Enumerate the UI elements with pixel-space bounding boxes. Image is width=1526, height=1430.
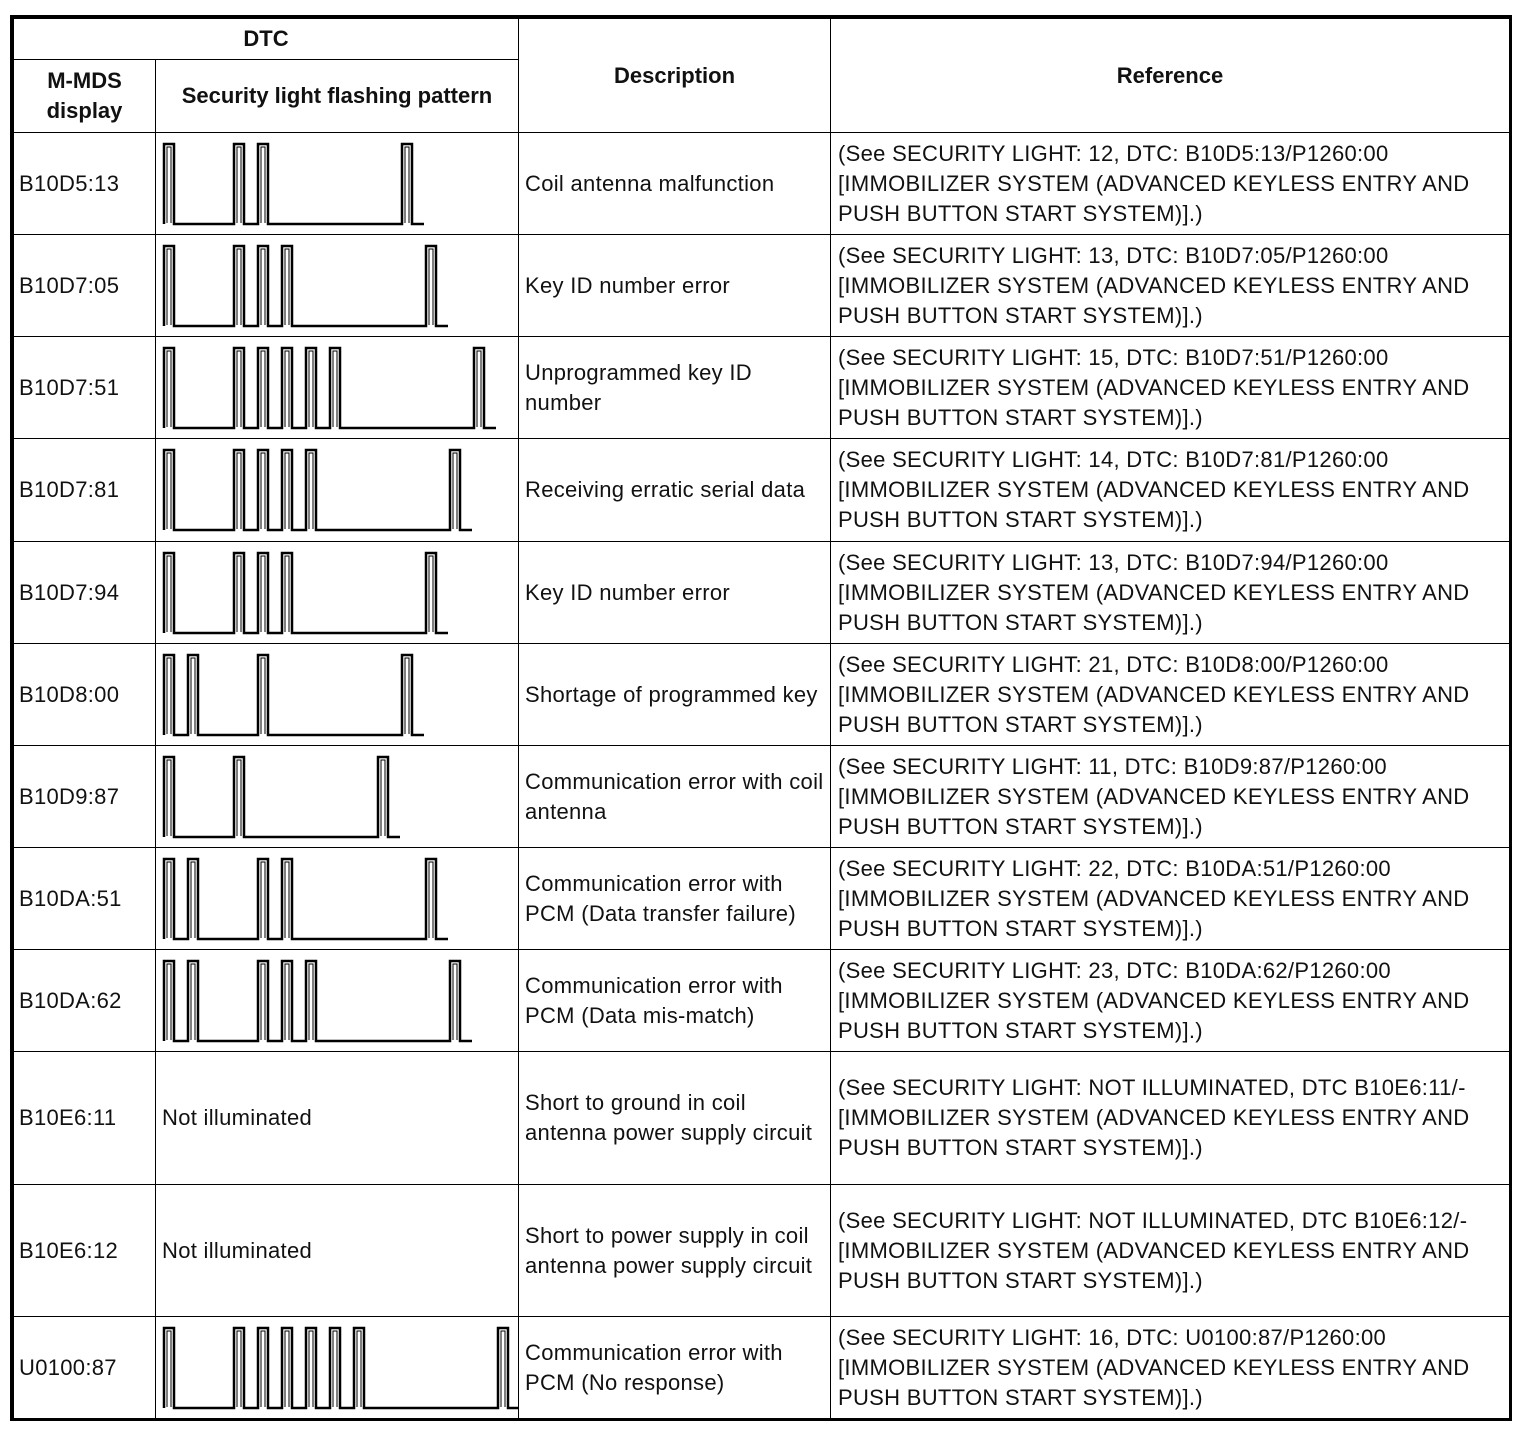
pulse-repeat (405, 147, 409, 223)
pulse-short (285, 351, 289, 427)
dtc-table-frame (10, 15, 1512, 1421)
table-row (14, 746, 1510, 848)
pulse-short (261, 249, 265, 325)
dtc-code: U0100:87 (14, 1317, 156, 1419)
dtc-code: B10D7:05 (14, 235, 156, 337)
table-row (14, 235, 1510, 337)
flashing-pattern (156, 337, 519, 439)
dtc-code: B10DA:62 (14, 950, 156, 1052)
dtc-table (13, 18, 1510, 1419)
description: Coil antenna malfunction (519, 133, 831, 235)
dtc-code: B10D7:94 (14, 542, 156, 644)
waveform-line (164, 553, 448, 633)
flashing-pattern-waveform (156, 849, 518, 949)
dtc-rows (14, 133, 1510, 1419)
pulse-long (167, 556, 171, 632)
pulse-short (357, 1331, 361, 1407)
pulse-long (191, 658, 195, 734)
reference: (See SECURITY LIGHT: 22, DTC: B10DA:51/P1260:00 [IMMOBILIZER SYSTEM (ADVANCED KEYLESS ENTRY AND PUSH BUTTON START SYSTEM)].) (831, 848, 1510, 950)
description: Receiving erratic serial data (519, 439, 831, 542)
pulse-short (261, 147, 265, 223)
description: Key ID number error (519, 542, 831, 644)
table-row (14, 337, 1510, 439)
flashing-pattern-waveform (156, 543, 518, 643)
pulse-short (285, 1331, 289, 1407)
pulse-long (167, 862, 171, 938)
pulse-short (261, 964, 265, 1040)
pulse-long (167, 453, 171, 529)
flashing-pattern (156, 848, 519, 950)
dtc-code: B10E6:11 (14, 1052, 156, 1185)
table-row (14, 950, 1510, 1052)
dtc-code: B10E6:12 (14, 1185, 156, 1317)
pulse-long (167, 1331, 171, 1407)
flashing-pattern-header: Security light flashing pattern (156, 60, 519, 133)
pulse-short (285, 453, 289, 529)
pulse-short (285, 862, 289, 938)
flashing-pattern-waveform (156, 134, 518, 234)
pulse-short (309, 964, 313, 1040)
description: Short to power supply in coil antenna power supply circuit (519, 1185, 831, 1317)
flashing-pattern (156, 1317, 519, 1419)
waveform-line (164, 859, 448, 939)
pulse-short (237, 351, 241, 427)
pulse-long (191, 862, 195, 938)
pulse-short (237, 249, 241, 325)
description: Key ID number error (519, 235, 831, 337)
pulse-short (237, 453, 241, 529)
reference: (See SECURITY LIGHT: 23, DTC: B10DA:62/P1260:00 [IMMOBILIZER SYSTEM (ADVANCED KEYLESS ENTRY AND PUSH BUTTON START SYSTEM)].) (831, 950, 1510, 1052)
dtc-header: DTC (14, 19, 519, 60)
pulse-repeat (429, 556, 433, 632)
reference-header: Reference (831, 19, 1510, 133)
pattern-text: Not illuminated (156, 1052, 519, 1185)
pulse-short (237, 1331, 241, 1407)
pulse-short (309, 1331, 313, 1407)
description-header: Description (519, 19, 831, 133)
reference: (See SECURITY LIGHT: 16, DTC: U0100:87/P1260:00 [IMMOBILIZER SYSTEM (ADVANCED KEYLESS ENTRY AND PUSH BUTTON START SYSTEM)].) (831, 1317, 1510, 1419)
waveform-line (164, 961, 472, 1041)
table-row (14, 1317, 1510, 1419)
table-row (14, 644, 1510, 746)
description: Shortage of programmed key (519, 644, 831, 746)
waveform-line (164, 348, 496, 428)
flashing-pattern (156, 644, 519, 746)
pulse-long (191, 964, 195, 1040)
flashing-pattern-waveform (156, 951, 518, 1051)
pulse-repeat (405, 658, 409, 734)
waveform-line (164, 757, 400, 837)
pulse-short (285, 964, 289, 1040)
table-row (14, 542, 1510, 644)
pulse-short (333, 1331, 337, 1407)
dtc-code: B10D8:00 (14, 644, 156, 746)
pulse-repeat (477, 351, 481, 427)
flashing-pattern-waveform (156, 645, 518, 745)
flashing-pattern-waveform (156, 440, 518, 540)
flashing-pattern (156, 235, 519, 337)
table-row (14, 1185, 1510, 1317)
dtc-code: B10D5:13 (14, 133, 156, 235)
pulse-long (167, 147, 171, 223)
pattern-text: Not illuminated (156, 1185, 519, 1317)
description: Communication error with PCM (No response) (519, 1317, 831, 1419)
pulse-short (237, 556, 241, 632)
pulse-repeat (453, 964, 457, 1040)
dtc-code: B10DA:51 (14, 848, 156, 950)
flashing-pattern (156, 439, 519, 542)
table-row (14, 439, 1510, 542)
dtc-code: B10D7:81 (14, 439, 156, 542)
table-row (14, 848, 1510, 950)
pulse-repeat (429, 862, 433, 938)
reference: (See SECURITY LIGHT: NOT ILLUMINATED, DTC B10E6:11/- [IMMOBILIZER SYSTEM (ADVANCED KEYLESS ENTRY AND PUSH BUTTON START SYSTEM)].) (831, 1052, 1510, 1185)
flashing-pattern-waveform (156, 338, 518, 438)
reference: (See SECURITY LIGHT: NOT ILLUMINATED, DTC B10E6:12/- [IMMOBILIZER SYSTEM (ADVANCED KEYLESS ENTRY AND PUSH BUTTON START SYSTEM)].) (831, 1185, 1510, 1317)
reference: (See SECURITY LIGHT: 11, DTC: B10D9:87/P1260:00 [IMMOBILIZER SYSTEM (ADVANCED KEYLESS ENTRY AND PUSH BUTTON START SYSTEM)].) (831, 746, 1510, 848)
pulse-long (167, 249, 171, 325)
pulse-repeat (501, 1331, 505, 1407)
waveform-line (164, 1328, 518, 1408)
description: Unprogrammed key ID number (519, 337, 831, 439)
reference: (See SECURITY LIGHT: 14, DTC: B10D7:81/P1260:00 [IMMOBILIZER SYSTEM (ADVANCED KEYLESS ENTRY AND PUSH BUTTON START SYSTEM)].) (831, 439, 1510, 542)
pulse-short (285, 556, 289, 632)
dtc-code: B10D9:87 (14, 746, 156, 848)
reference: (See SECURITY LIGHT: 21, DTC: B10D8:00/P1260:00 [IMMOBILIZER SYSTEM (ADVANCED KEYLESS ENTRY AND PUSH BUTTON START SYSTEM)].) (831, 644, 1510, 746)
pulse-short (237, 147, 241, 223)
pulse-long (167, 760, 171, 836)
flashing-pattern-waveform (156, 236, 518, 336)
pulse-short (333, 351, 337, 427)
flashing-pattern-waveform (156, 747, 518, 847)
pulse-short (261, 453, 265, 529)
pulse-short (261, 351, 265, 427)
flashing-pattern-waveform (156, 1318, 518, 1418)
reference: (See SECURITY LIGHT: 15, DTC: B10D7:51/P1260:00 [IMMOBILIZER SYSTEM (ADVANCED KEYLESS ENTRY AND PUSH BUTTON START SYSTEM)].) (831, 337, 1510, 439)
mmds-display-header: M-MDS display (14, 60, 156, 133)
pulse-short (309, 351, 313, 427)
reference: (See SECURITY LIGHT: 12, DTC: B10D5:13/P1260:00 [IMMOBILIZER SYSTEM (ADVANCED KEYLESS ENTRY AND PUSH BUTTON START SYSTEM)].) (831, 133, 1510, 235)
description: Short to ground in coil antenna power supply circuit (519, 1052, 831, 1185)
pulse-short (309, 453, 313, 529)
description: Communication error with coil antenna (519, 746, 831, 848)
pulse-short (237, 760, 241, 836)
flashing-pattern (156, 950, 519, 1052)
waveform-line (164, 655, 424, 735)
flashing-pattern (156, 746, 519, 848)
flashing-pattern (156, 542, 519, 644)
pulse-short (261, 1331, 265, 1407)
pulse-repeat (453, 453, 457, 529)
dtc-code: B10D7:51 (14, 337, 156, 439)
waveform-line (164, 450, 472, 530)
pulse-short (285, 249, 289, 325)
description: Communication error with PCM (Data transfer failure) (519, 848, 831, 950)
flashing-pattern (156, 133, 519, 235)
waveform-line (164, 144, 424, 224)
reference: (See SECURITY LIGHT: 13, DTC: B10D7:94/P1260:00 [IMMOBILIZER SYSTEM (ADVANCED KEYLESS ENTRY AND PUSH BUTTON START SYSTEM)].) (831, 542, 1510, 644)
table-row (14, 133, 1510, 235)
pulse-long (167, 964, 171, 1040)
pulse-long (167, 351, 171, 427)
pulse-repeat (429, 249, 433, 325)
table-row (14, 1052, 1510, 1185)
reference: (See SECURITY LIGHT: 13, DTC: B10D7:05/P1260:00 [IMMOBILIZER SYSTEM (ADVANCED KEYLESS ENTRY AND PUSH BUTTON START SYSTEM)].) (831, 235, 1510, 337)
pulse-short (261, 658, 265, 734)
pulse-short (261, 862, 265, 938)
description: Communication error with PCM (Data mis-match) (519, 950, 831, 1052)
pulse-short (261, 556, 265, 632)
pulse-long (167, 658, 171, 734)
pulse-repeat (381, 760, 385, 836)
waveform-line (164, 246, 448, 326)
